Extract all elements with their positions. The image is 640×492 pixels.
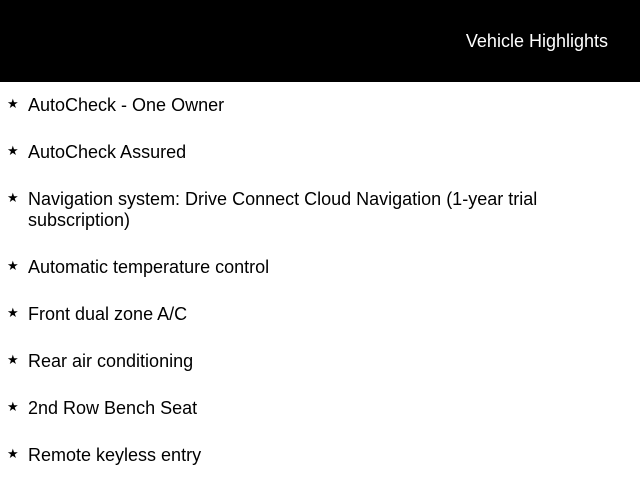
highlight-text: AutoCheck Assured (28, 142, 187, 162)
highlight-text: AutoCheck - One Owner (28, 95, 225, 115)
list-item (0, 189, 640, 231)
page-title: Vehicle Highlights (465, 31, 608, 51)
highlight-text: 2nd Row Bench Seat (28, 398, 198, 418)
star-icon: ★ (7, 399, 19, 414)
star-icon: ★ (7, 143, 19, 158)
star-icon: ★ (7, 258, 19, 273)
highlights-list (0, 95, 640, 492)
star-icon: ★ (7, 305, 19, 320)
list-item (0, 257, 640, 278)
list-item (0, 398, 640, 419)
star-icon: ★ (7, 96, 19, 111)
highlight-text: Automatic temperature control (28, 257, 270, 277)
star-icon: ★ (7, 352, 19, 367)
header-bar (0, 0, 640, 82)
list-item (0, 304, 640, 325)
list-item (0, 142, 640, 163)
star-icon: ★ (7, 446, 19, 461)
list-item (0, 95, 640, 116)
highlight-text: Rear air conditioning (28, 351, 194, 371)
list-item (0, 445, 640, 466)
list-item (0, 351, 640, 372)
highlight-text: Navigation system: Drive Connect Cloud Navigation (1-year trial subscription) (28, 189, 538, 230)
star-icon: ★ (7, 190, 19, 205)
highlight-text: Remote keyless entry (28, 445, 202, 465)
highlight-text: Front dual zone A/C (28, 304, 188, 324)
